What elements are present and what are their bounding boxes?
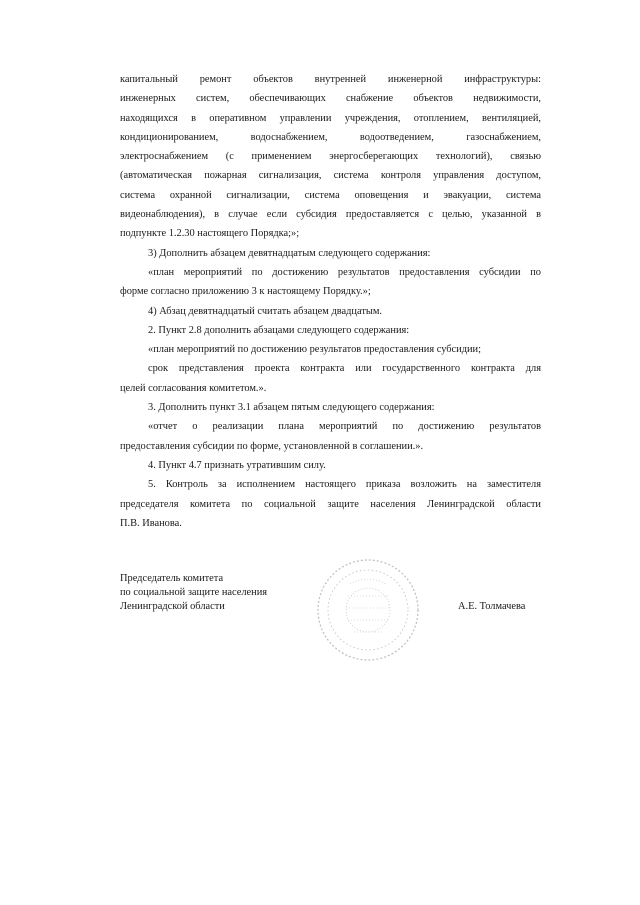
text-line: подпункте 1.2.30 настоящего Порядка;»;	[120, 228, 300, 240]
text-line: система охранной сигнализации, система оповещения и эвакуации, система	[120, 189, 541, 201]
text-line: П.В. Иванова.	[120, 517, 182, 529]
text-line: 2. Пункт 2.8 дополнить абзацами следующего содержания:	[148, 324, 410, 336]
text-line: «план мероприятий по достижению результатов предоставления субсидии;	[148, 344, 482, 356]
text-line: 5. Контроль за исполнением настоящего приказа возложить на заместителя	[148, 479, 541, 491]
text-line: «план мероприятий по достижению результатов предоставления субсидии по	[148, 266, 541, 278]
text-line: «отчет о реализации плана мероприятий по достижению результатов	[148, 421, 541, 433]
text-line: (автоматическая пожарная сигнализация, система контроля управления доступом,	[120, 170, 541, 182]
text-line: 4) Абзац девятнадцатый считать абзацем двадцатым.	[148, 305, 383, 317]
text-line: форме согласно приложению 3 к настоящему Порядку.»;	[120, 286, 371, 298]
text-line: целей согласования комитетом.».	[120, 382, 267, 394]
text-line: кондиционированием, водоснабжением, водоотведением, газоснабжением,	[120, 131, 541, 143]
text-line: 4. Пункт 4.7 признать утратившим силу.	[148, 459, 326, 471]
text-line: 3. Дополнить пункт 3.1 абзацем пятым следующего содержания:	[148, 402, 435, 414]
text-line: капитальный ремонт объектов внутренней инженерной инфраструктуры:	[120, 74, 541, 85]
seal-stamp	[314, 556, 422, 664]
signer-title	[120, 572, 267, 614]
text-line: председателя комитета по социальной защите населения Ленинградской области	[120, 498, 541, 510]
text-line: инженерных систем, обеспечивающих снабжение объектов недвижимости,	[120, 93, 541, 105]
text-line: электроснабжением (с применением энергосберегающих технологий), связью	[120, 151, 541, 163]
signer-title-line: Председатель комитета	[120, 573, 224, 584]
text-line: видеонаблюдения), в случае если субсидия предоставляется с целью, указанной в	[120, 209, 541, 221]
signer-name: А.Е. Толмачева	[458, 601, 526, 612]
text-line: находящихся в оперативном управлении учреждения, отоплением, вентиляцией,	[120, 112, 541, 124]
text-line: срок представления проекта контракта или государственного контракта для	[148, 363, 541, 375]
signer-title-line: по социальной защите населения	[120, 587, 268, 598]
text-line: предоставления субсидии по форме, установленной в соглашении.».	[120, 440, 424, 452]
signer-title-line: Ленинградской области	[120, 601, 225, 612]
document-body	[120, 70, 541, 533]
text-line: 3) Дополнить абзацем девятнадцатым следующего содержания:	[148, 247, 431, 259]
